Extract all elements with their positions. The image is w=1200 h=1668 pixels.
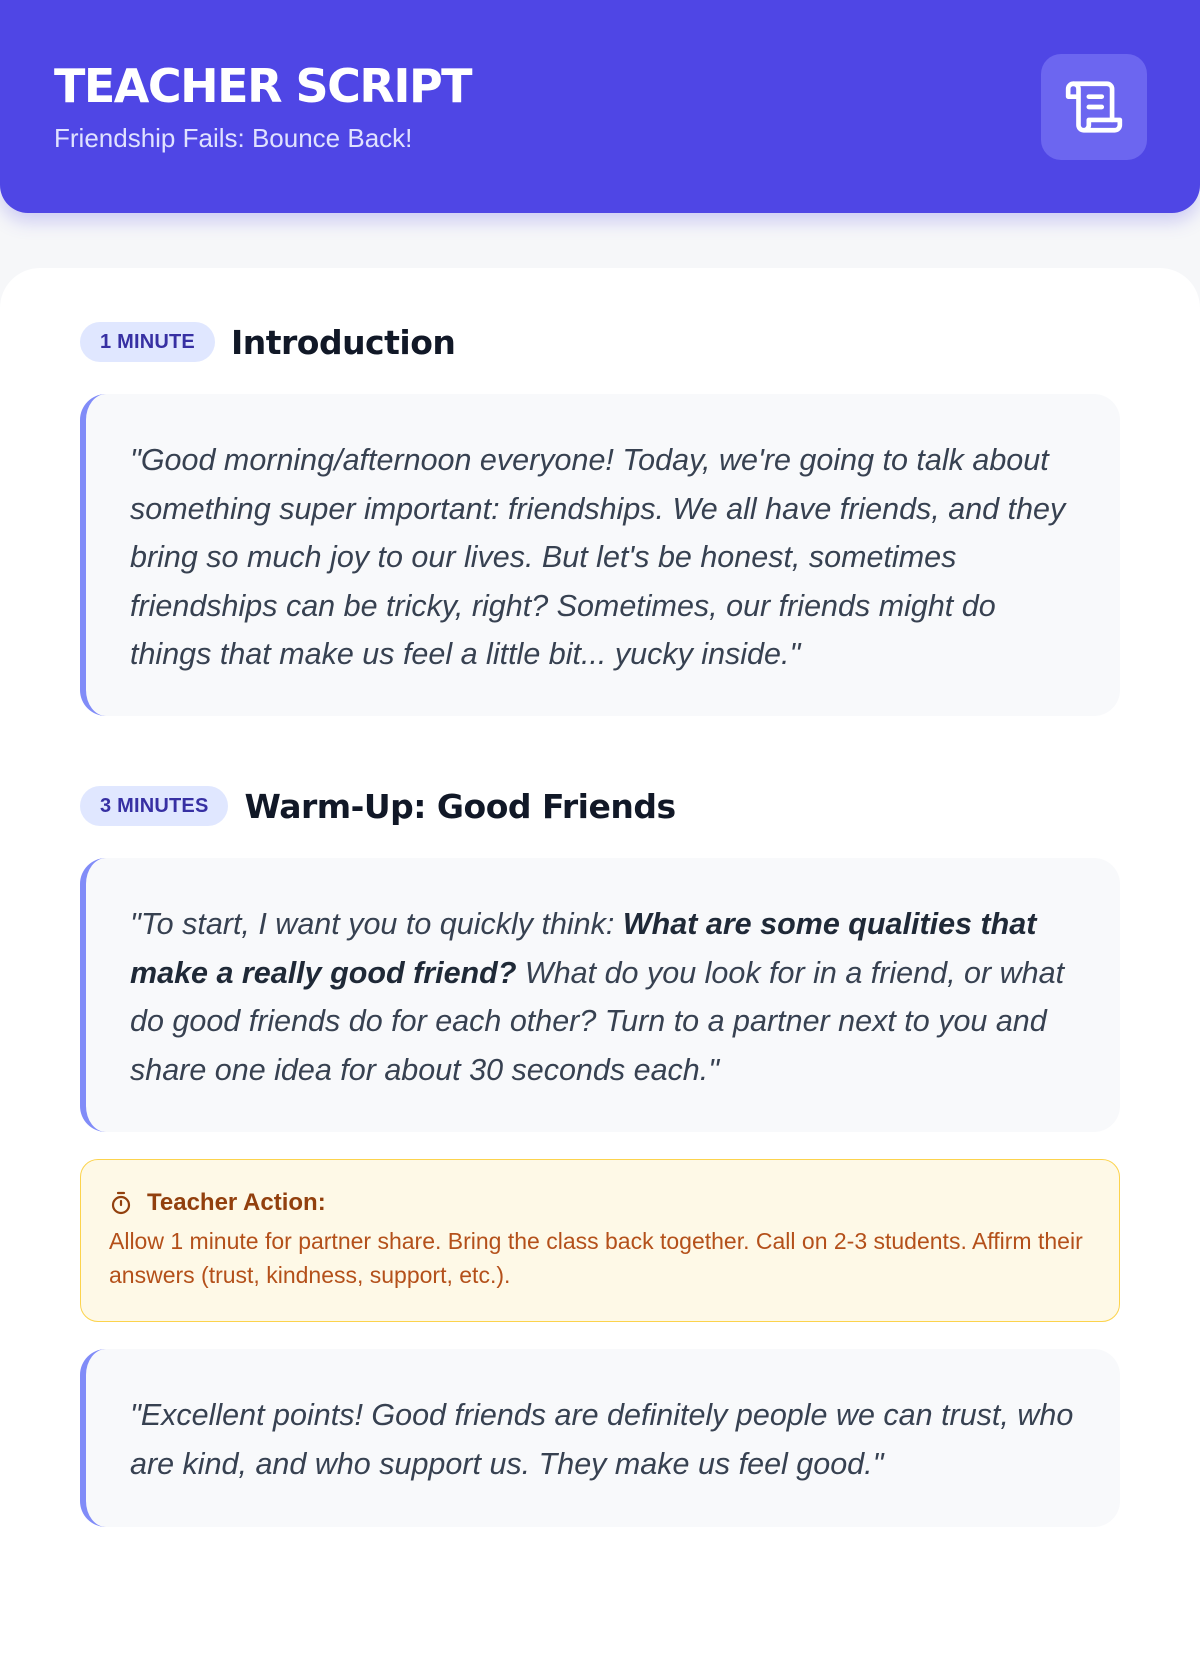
stopwatch-icon (109, 1191, 133, 1215)
quote-text-end: What do you look for in a friend, or what do good friends do for each other? Turn to a partner next to you and share one idea for about 30 seconds each." (130, 955, 1065, 1087)
quote-question: What are some qualities that make a really good friend? (130, 907, 1037, 990)
teacher-action-box (80, 1159, 1120, 1322)
section-title: Warm-Up: Good Friends (244, 786, 676, 826)
script-quote (80, 1349, 1120, 1527)
script-icon-button (1041, 54, 1147, 160)
teacher-action-header (109, 1188, 1093, 1218)
teacher-action-label: Teacher Action: (147, 1189, 326, 1216)
scroll-icon (1063, 76, 1125, 138)
lesson-subtitle: Friendship Fails: Bounce Back! (54, 123, 413, 153)
quote-text: "Excellent points! Good friends are definitely people we can trust, who are kind, and who support us. They make us feel good." (130, 1398, 1074, 1481)
quote-text-start: "To start, I want you to quickly think: (130, 907, 623, 941)
quote-text: "Good morning/afternoon everyone! Today, we're going to talk about something super important: friendships. We all have friends, and they bring so much joy to our lives. But let's be honest, sometimes friendships can be tricky, right? Sometimes, our friends might do things that make us feel a little bit... yucky inside." (130, 443, 1066, 671)
section-title: Introduction (230, 322, 456, 362)
script-quote (80, 858, 1120, 1132)
section-warmup-header (80, 786, 676, 826)
script-quote (80, 394, 1120, 716)
page-header (0, 0, 1200, 213)
teacher-action-text: Allow 1 minute for partner share. Bring the class back together. Call on 2-3 students. Affirm their answers (trust, kindness, support, etc.). (109, 1228, 1083, 1288)
quote-text (130, 900, 1080, 1094)
section-introduction-header (80, 322, 455, 362)
duration-badge: 3 MINUTES (80, 786, 228, 826)
duration-badge: 1 MINUTE (80, 322, 215, 362)
page-title: TEACHER SCRIPT (54, 59, 472, 113)
